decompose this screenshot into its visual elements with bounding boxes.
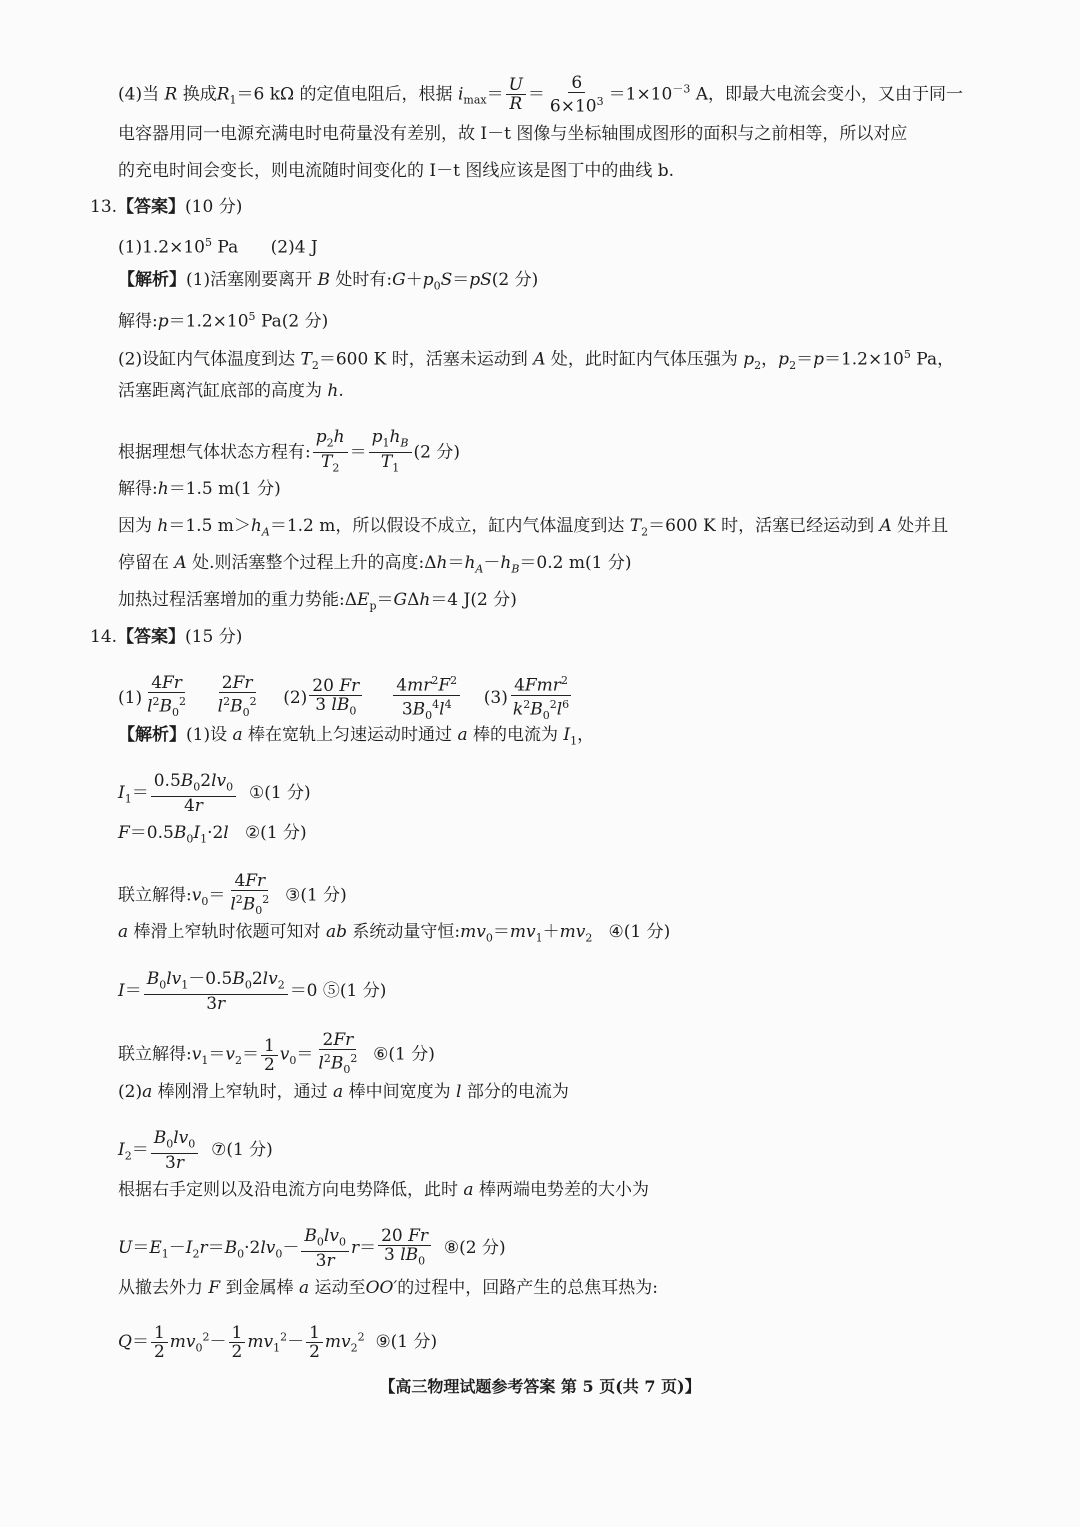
equation-line: $I_2=$ $\frac{B_0lv_0}{3r}$ ⑦(1 分) (118, 1128, 273, 1174)
equation-line: Q＝ $\frac{1}{2}$ $mv_0^2-$ $\frac{1}{2}$ $mv_1^2-$ $\frac{1}{2}$ $mv_2^2$ ⑨(1 分) (118, 1323, 438, 1362)
answer-line: $(1)1.2\times 10^5$ Pa (2)4 J (118, 236, 318, 258)
analysis-line: 根据右手定则以及沿电流方向电势降低，此时 a 棒两端电势差的大小为 (118, 1180, 649, 1200)
question-14-header: 14.【答案】(15 分) (90, 627, 243, 647)
answer-line: (1) $\frac{4Fr}{l^2B_0^2}$ $\frac{2Fr}{l^2B_0^2}$ (2) $\frac{20 Fr}{3 lB_0}$ $\frac{4mr^2F^2}{3B_0^4l^4}$ (3) $\frac{4Fmr^2}{k^2B_0^2l^6}$ (118, 673, 570, 722)
equation-line: $U=E_1-I_2r=B_0\cdot 2lv_0-$ $\frac{B_0lv_0}{3r}$ r＝ $\frac{20 Fr}{3 lB_0}$ ⑧(2 分) (118, 1226, 506, 1272)
analysis-line: 加热过程活塞增加的重力势能$:\Delta E_p=G\Delta h=4$ J(2 分) (118, 590, 517, 613)
analysis-line: (2)设缸内气体温度到达 $T_2=600$ K 时，活塞未运动到 A 处，此时缸内气体压强为 $p_2$，$p_2=p=1.2\times 10^5$ Pa， (118, 348, 955, 373)
analysis-line: 停留在 A 处.则活塞整个过程上升的高度$:\Delta h=h_A-h_B=0.2$ m(1 分) (118, 553, 632, 576)
text-line: (4)当 R 换成$R_1=6$ kΩ 的定值电阻后，根据 $i_{max}=$ $\frac{U}{R}$ ＝ $\frac{6}{6\times 10^3}$ $=1\times 10^{-3}$ A，即最大电流会变小，又由于同一 (118, 73, 964, 117)
equation-line: 联立解得$:v_1=v_2=$ $\frac{1}{2}$ $v_0=$ $\frac{2Fr}{l^2B_0^2}$ ⑥(1 分) (118, 1030, 435, 1077)
analysis-line: 解得:h＝1.5 m(1 分) (118, 479, 281, 499)
analysis-line: 因为 h＝1.5 $m>h_A=1.2$ m，所以假设不成立，缸内气体温度到达 $T_2=600$ K 时，活塞已经运动到 A 处并且 (118, 516, 949, 539)
analysis-line: 根据理想气体状态方程有: $\frac{p_2h}{T_2}$ ＝ $\frac{p_1h_B}{T_1}$ (2 分) (118, 427, 460, 475)
question-13-header: 13.【答案】(10 分) (90, 197, 243, 217)
text-line: 电容器用同一电源充满电时电荷量没有差别，故 I－t 图像与坐标轴围成图形的面积与之前相等，所以对应 (118, 124, 908, 144)
page-footer: 【高三物理试题参考答案 第 5 页(共 7 页)】 (379, 1377, 701, 1396)
analysis-line: 从撤去外力 F 到金属棒 a 运动至OO′的过程中，回路产生的总焦耳热为: (118, 1278, 659, 1298)
equation-line: $I_1=$ $\frac{0.5B_02lv_0}{4r}$ ①(1 分) (118, 771, 311, 817)
analysis-line: 【解析】(1)设 a 棒在宽轨上匀速运动时通过 a 棒的电流为 $I_1$， (118, 725, 595, 748)
equation-line: I＝ $\frac{B_0lv_1-0.5B_02lv_2}{3r}$ ＝0 ⑤(1 分) (118, 969, 387, 1015)
analysis-line: (2)a 棒刚滑上窄轨时，通过 a 棒中间宽度为 l 部分的电流为 (118, 1082, 569, 1102)
analysis-line: 活塞距离汽缸底部的高度为 h. (118, 381, 344, 401)
analysis-line: 解得$:p=1.2\times 10^5$ Pa(2 分) (118, 310, 329, 332)
equation-line: a 棒滑上窄轨时依题可知对 ab 系统动量守恒$:mv_0=mv_1+mv_2$ ④(1 分) (118, 922, 671, 945)
equation-line: $F=0.5B_0I_1\cdot 2l$ ②(1 分) (118, 823, 307, 846)
equation-line: 联立解得$:v_0=$ $\frac{4Fr}{l^2B_0^2}$ ③(1 分) (118, 871, 347, 918)
text-line: 的充电时间会变长，则电流随时间变化的 I－t 图线应该是图丁中的曲线 b. (118, 161, 675, 181)
analysis-line: 【解析】(1)活塞刚要离开 B 处时有$:G+p_0S=pS(2$ 分) (118, 270, 539, 293)
